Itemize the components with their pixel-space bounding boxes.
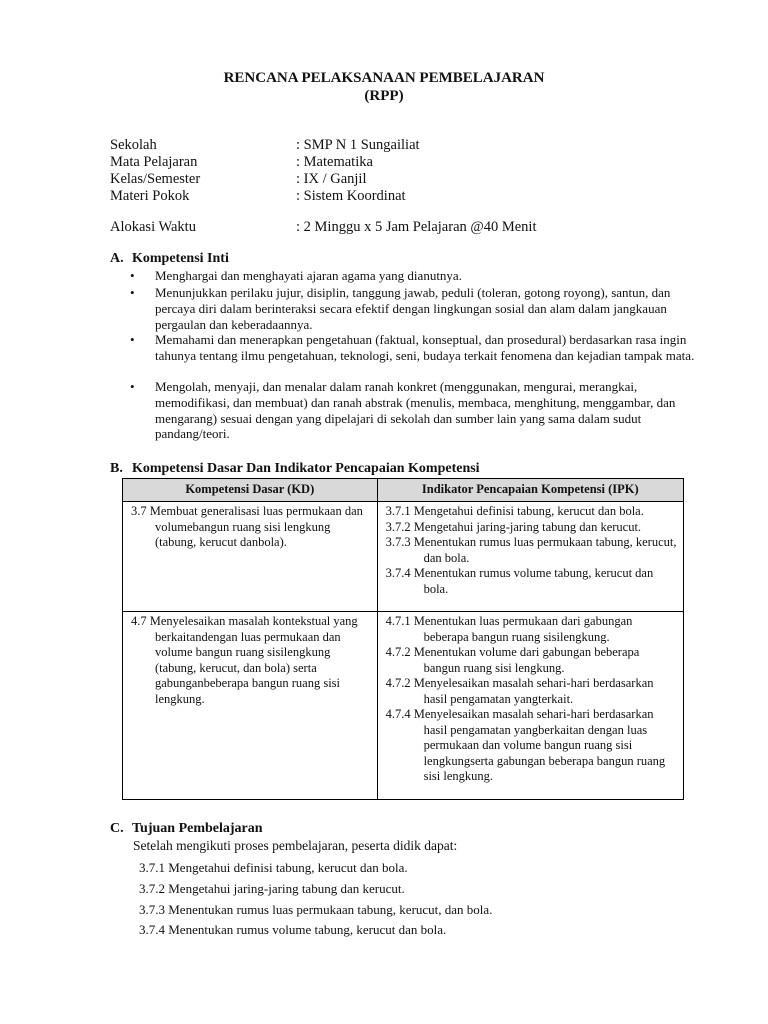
- info-label: Materi Pokok: [110, 188, 190, 204]
- ipk-item: 4.7.4 Menyelesaikan masalah sehari-hari berdasarkan hasil pengamatan yangberkaitan dengan luas permukaan dan volume bangun ruang sisi lengkungserta gabungan beberapa bangun ruang sisi lengkung.: [385, 707, 666, 783]
- ipk-item: 3.7.1 Mengetahui definisi tabung, kerucut dan bola.: [385, 504, 644, 518]
- ipk-cell: [377, 612, 683, 800]
- kd-text: 4.7 Menyelesaikan masalah kontekstual yang berkaitandengan luas permukaan dan volume bangun ruang sisilengkung (tabung, kerucut, dan bola) serta gabunganbeberapa bangun ruang sisi lengkung.: [131, 614, 358, 706]
- bullet-icon: •: [130, 285, 135, 300]
- list-item: [130, 332, 700, 364]
- info-label: Mata Pelajaran: [110, 154, 198, 170]
- kd-cell: [123, 502, 378, 612]
- ipk-item: 4.7.2 Menyelesaikan masalah sehari-hari berdasarkan hasil pengamatan yangterkait.: [385, 676, 654, 706]
- section-title: Tujuan Pembelajaran: [132, 821, 263, 836]
- list-item: 3.7.2 Mengetahui jaring-jaring tabung dan kerucut.: [139, 881, 405, 896]
- section-number: A.: [110, 251, 124, 266]
- bullet-icon: •: [130, 268, 135, 283]
- info-label: Kelas/Semester: [110, 171, 201, 187]
- column-header-ipk: Indikator Pencapaian Kompetensi (IPK): [377, 479, 683, 502]
- section-c-intro: Setelah mengikuti proses pembelajaran, peserta didik dapat:: [133, 838, 458, 853]
- kd-cell: [123, 612, 378, 800]
- list-item: [130, 285, 700, 332]
- list-item-text: Menghargai dan menghayati ajaran agama yang dianutnya.: [155, 268, 462, 283]
- list-item-text: Memahami dan menerapkan pengetahuan (faktual, konseptual, dan prosedural) berdasarkan rasa ingin tahunya tentang ilmu pengetahuan, teknologi, seni, budaya terkait fenomena dan kejadian tampak mata.: [155, 332, 695, 363]
- section-title: Kompetensi Dasar Dan Indikator Pencapaian Kompetensi: [132, 461, 480, 476]
- section-title: Kompetensi Inti: [132, 251, 229, 266]
- info-value: : Sistem Koordinat: [296, 188, 406, 204]
- column-header-kd: Kompetensi Dasar (KD): [123, 479, 378, 502]
- info-label: Alokasi Waktu: [110, 219, 196, 235]
- info-value: : Matematika: [296, 154, 373, 170]
- competency-table: [122, 478, 684, 800]
- ipk-item: 4.7.1 Menentukan luas permukaan dari gabungan beberapa bangun ruang sisilengkung.: [385, 614, 633, 644]
- bullet-icon: •: [130, 332, 135, 347]
- section-number: C.: [110, 821, 124, 836]
- table-row: [123, 502, 684, 612]
- info-value: : 2 Minggu x 5 Jam Pelajaran @40 Menit: [296, 219, 537, 235]
- list-item-text: Menunjukkan perilaku jujur, disiplin, tanggung jawab, peduli (toleran, gotong royong), santun, dan percaya diri dalam berinteraksi secara efektif dengan lingkungan sosial dan alam dalam jangkauan pergaulan dan keberadaannya.: [155, 285, 671, 332]
- document-subtitle: (RPP): [364, 88, 404, 104]
- bullet-icon: •: [130, 379, 135, 394]
- ipk-item: 3.7.4 Menentukan rumus volume tabung, kerucut dan bola.: [385, 566, 654, 596]
- document-title: RENCANA PELAKSANAAN PEMBELAJARAN: [223, 70, 545, 86]
- list-item: 3.7.4 Menentukan rumus volume tabung, kerucut dan bola.: [139, 922, 447, 937]
- kd-text: 3.7 Membuat generalisasi luas permukaan dan volumebangun ruang sisi lengkung (tabung, kerucut danbola).: [131, 504, 363, 549]
- list-item: [130, 379, 700, 442]
- section-number: B.: [110, 461, 123, 476]
- ipk-item: 3.7.2 Mengetahui jaring-jaring tabung dan kerucut.: [385, 519, 642, 534]
- ipk-cell: [377, 502, 683, 612]
- table-row: [123, 612, 684, 800]
- info-value: : SMP N 1 Sungailiat: [296, 137, 420, 153]
- info-label: Sekolah: [110, 137, 157, 153]
- list-item: [130, 268, 700, 284]
- ipk-item: 3.7.3 Menentukan rumus luas permukaan tabung, kerucut, dan bola.: [385, 535, 677, 565]
- ipk-item: 4.7.2 Menentukan volume dari gabungan beberapa bangun ruang sisi lengkung.: [385, 645, 640, 675]
- list-item: 3.7.3 Menentukan rumus luas permukaan tabung, kerucut, dan bola.: [139, 902, 493, 917]
- info-value: : IX / Ganjil: [296, 171, 367, 187]
- list-item: 3.7.1 Mengetahui definisi tabung, kerucut dan bola.: [139, 860, 408, 875]
- table-header-row: [123, 479, 684, 502]
- list-item-text: Mengolah, menyaji, dan menalar dalam ranah konkret (menggunakan, mengurai, merangkai, memodifikasi, dan membuat) dan ranah abstrak (menulis, membaca, menghitung, menggambar, dan mengarang) sesuai dengan yang dipelajari di sekolah dan sumber lain yang sama dalam sudut pandang/teori.: [155, 379, 676, 442]
